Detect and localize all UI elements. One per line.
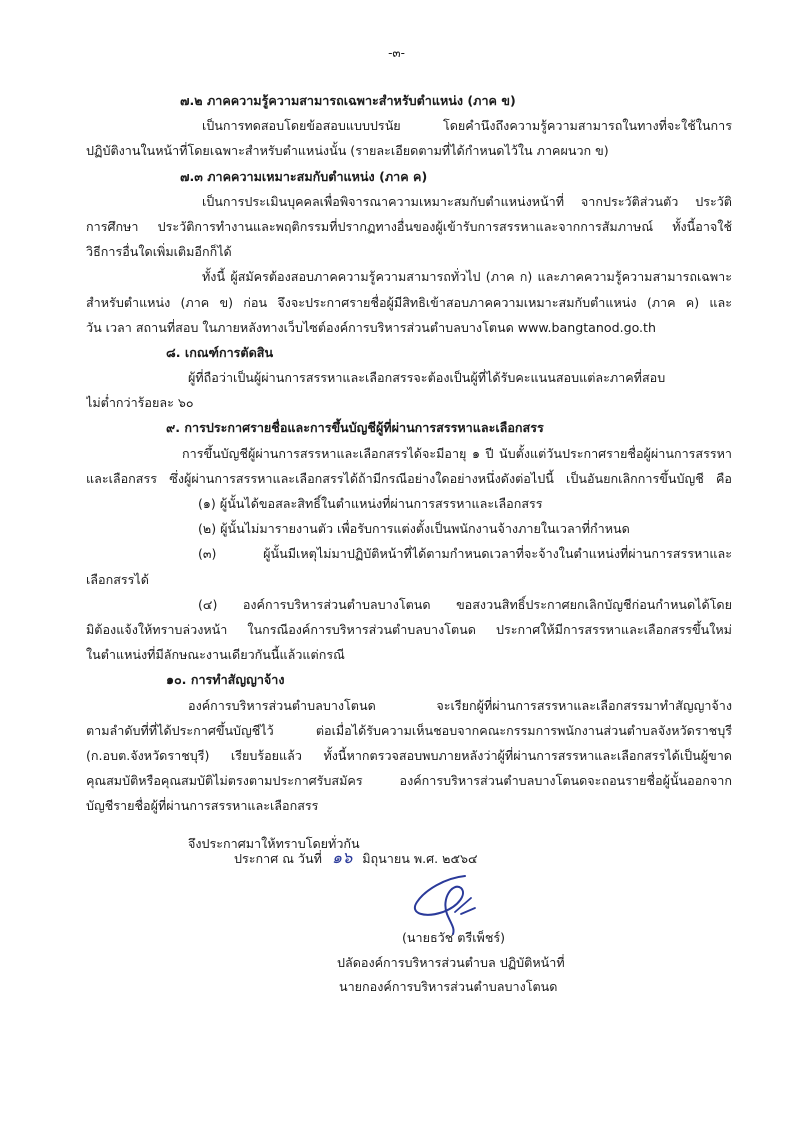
text-line: บัญชีรายชื่อผู้ที่ผ่านการสรรหาและเลือกสรร: [86, 798, 319, 814]
text-line: การขึ้นบัญชีผู้ผ่านการสรรหาและเลือกสรรได้จะมีอายุ ๑ ปี นับตั้งแต่วันประกาศรายชื่อผู้ผ่านการสรรหา: [182, 445, 732, 461]
text-line: ผู้ที่ถือว่าเป็นผู้ผ่านการสรรหาและเลือกสรรจะต้องเป็นผู้ที่ได้รับคะแนนสอบแต่ละภาคที่สอบ: [188, 370, 666, 386]
text-line: ปฏิบัติงานในหน้าที่โดยเฉพาะสำหรับตำแหน่งนั้น (รายละเอียดตามที่ได้กำหนดไว้ใน ภาคผนวก ข): [86, 143, 609, 159]
section-heading: ๑๐. การทำสัญญาจ้าง: [166, 672, 285, 688]
signer-name: (นายธวัช ตรีเพ็ชร์): [402, 930, 506, 945]
text-line: เป็นการประเมินบุคคลเพื่อพิจารณาความเหมาะสมกับตำแหน่งหน้าที่ จากประวัติส่วนตัว ประวัติ: [202, 193, 732, 209]
page-number: -๓-: [388, 46, 405, 60]
text-line: สำหรับตำแหน่ง (ภาค ข) ก่อน จึงจะประกาศรายชื่อผู้มีสิทธิเข้าสอบภาคความเหมาะสมกับตำแหน่ง (ภาค ค) และ: [86, 294, 732, 310]
signer-title-line1: ปลัดองค์การบริหารส่วนตำบล ปฏิบัติหน้าที่: [337, 955, 565, 970]
text-line: (๔) องค์การบริหารส่วนตำบลบางโตนด ขอสงวนสิทธิ์ประกาศยกเลิกบัญชีก่อนกำหนดได้โดย: [198, 596, 732, 612]
text-line: ทั้งนี้ ผู้สมัครต้องสอบภาคความรู้ความสามารถทั่วไป (ภาค ก) และภาคความรู้ความสามารถเฉพาะ: [202, 269, 732, 285]
section-heading: ๙. การประกาศรายชื่อและการขึ้นบัญชีผู้ที่ผ่านการสรรหาและเลือกสรร: [166, 420, 544, 436]
text-line: เป็นการทดสอบโดยข้อสอบแบบปรนัย โดยคำนึงถึงความรู้ความสามารถในทางที่จะใช้ในการ: [202, 118, 732, 134]
text-line: และเลือกสรร ซึ่งผู้ผ่านการสรรหาและเลือกสรรได้ถ้ามีกรณีอย่างใดอย่างหนึ่งดังต่อไปนี้ เป็นอันยกเลิกการขึ้นบัญชี คือ: [86, 470, 732, 486]
text-line: วิธีการอื่นใดเพิ่มเติมอีกก็ได้: [86, 244, 232, 260]
text-line: ในตำแหน่งที่มีลักษณะงานเดียวกันนี้แล้วแต่กรณี: [86, 647, 345, 663]
text-line: เลือกสรรได้: [86, 571, 149, 587]
text-line: คุณสมบัติหรือคุณสมบัติไม่ตรงตามประกาศรับสมัคร องค์การบริหารส่วนตำบลบางโตนดจะถอนรายชื่อผู้นั้นออกจาก: [86, 773, 732, 789]
section-heading: ๗.๓ ภาคความเหมาะสมกับตำแหน่ง (ภาค ค): [180, 168, 428, 184]
text-line: ไม่ต่ำกว่าร้อยละ ๖๐: [86, 395, 194, 411]
date-prefix: ประกาศ ณ วันที่: [234, 851, 322, 866]
text-line: องค์การบริหารส่วนตำบลบางโตนด จะเรียกผู้ที่ผ่านการสรรหาและเลือกสรรมาทำสัญญาจ้าง: [188, 697, 732, 713]
text-line: ตามลำดับที่ที่ได้ประกาศขึ้นบัญชีไว้ ต่อเมื่อได้รับความเห็นชอบจากคณะกรรมการพนักงานส่วนตำบลจังหวัดราชบุรี: [86, 722, 732, 738]
text-line: (ก.อบต.จังหวัดราชบุรี) เรียบร้อยแล้ว ทั้งนี้หากตรวจสอบพบภายหลังว่าผู้ที่ผ่านการสรรหาและเลือกสรรได้เป็นผู้ขาด: [86, 747, 732, 763]
handwritten-day: ๑๖: [331, 848, 353, 867]
text-line: (๓) ผู้นั้นมีเหตุไม่มาปฏิบัติหน้าที่ได้ตามกำหนดเวลาที่จะจ้างในตำแหน่งที่ผ่านการสรรหาและ: [198, 546, 732, 562]
date-month-year: มิถุนายน พ.ศ. ๒๕๖๔: [362, 851, 478, 866]
text-line: จึงประกาศมาให้ทราบโดยทั่วกัน: [188, 836, 360, 852]
text-line: มิต้องแจ้งให้ทราบล่วงหน้า ในกรณีองค์การบริหารส่วนตำบลบางโตนด ประกาศให้มีการสรรหาและเลือกสรรขึ้นใหม่: [86, 621, 732, 637]
text-line: (๑) ผู้นั้นได้ขอสละสิทธิ์ในตำแหน่งที่ผ่านการสรรหาและเลือกสรร: [198, 496, 543, 511]
text-line: [86, 818, 732, 831]
text-line: วัน เวลา สถานที่สอบ ในภายหลังทางเว็บไซต์องค์การบริหารส่วนตำบลบางโตนด www.bangtanod.go.th: [86, 319, 656, 335]
section-heading: ๘. เกณฑ์การตัดสิน: [166, 344, 274, 360]
document-body: [86, 88, 732, 857]
section-heading: ๗.๒ ภาคความรู้ความสามารถเฉพาะสำหรับตำแหน่ง (ภาค ข): [180, 93, 516, 108]
text-line: (๒) ผู้นั้นไม่มารายงานตัว เพื่อรับการแต่งตั้งเป็นพนักงานจ้างภายในเวลาที่กำหนด: [198, 521, 630, 537]
text-line: การศึกษา ประวัติการทำงานและพฤติกรรมที่ปรากฏทางอื่นของผู้เข้ารับการสรรหาและจากการสัมภาษณ์ ทั้งนี้อาจใช้: [86, 218, 732, 234]
signer-title-line2: นายกองค์การบริหารส่วนตำบลบางโตนด: [339, 979, 558, 994]
